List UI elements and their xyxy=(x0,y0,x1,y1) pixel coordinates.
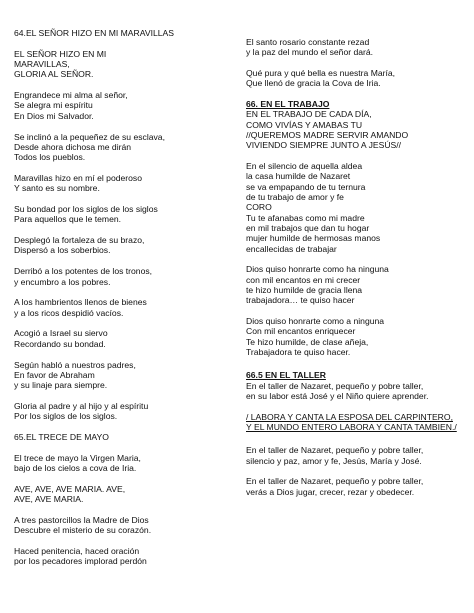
verse-line: El trece de mayo la Virgen Maria, xyxy=(14,452,141,463)
refrain-line: COMO VIVÍAS Y AMABAS TU xyxy=(246,119,363,130)
refrain-line: //QUEREMOS MADRE SERVIR AMANDO xyxy=(246,130,409,141)
refrain-line: Y EL MUNDO ENTERO LABORA Y CANTA TAMBIEN./ xyxy=(246,421,457,432)
verse-line: encallecidas de trabajar xyxy=(246,243,337,254)
verse-line: se va empapando de tu ternura xyxy=(246,181,366,192)
song-65-title-block xyxy=(14,432,232,442)
verse-line: con mil encantos en mi crecer xyxy=(246,274,361,285)
verse-line: bajo de los cielos a cova de Iria. xyxy=(14,463,137,474)
verse-line: y a los ricos despidió vacíos. xyxy=(14,307,124,318)
verse-line: En el taller de Nazaret, pequeño y pobre taller, xyxy=(246,445,424,456)
song-66-5-header xyxy=(246,370,468,401)
song-64-stanza xyxy=(14,297,232,318)
song-66-5-stanza xyxy=(246,476,468,497)
verse-line: Dispersó a los soberbios. xyxy=(14,245,111,256)
refrain-line: AVE, AVE MARIA. xyxy=(14,494,84,505)
song-66-header xyxy=(246,99,468,150)
verse-line: En el taller de Nazaret, pequeño y pobre taller, xyxy=(246,476,424,487)
verse-line: En el silencio de aquella aldea xyxy=(246,161,363,172)
song-66-stanza xyxy=(246,316,468,357)
verse-line: verás a Dios jugar, crecer, rezar y obedecer. xyxy=(246,486,415,497)
verse-line: la casa humilde de Nazaret xyxy=(246,171,351,182)
song-64-stanza xyxy=(14,204,232,225)
verse-line: en mil trabajos que dan tu hogar xyxy=(246,222,370,233)
refrain-line: / LABORA Y CANTA LA ESPOSA DEL CARPINTERO, xyxy=(246,411,453,422)
song-64-stanza xyxy=(14,235,232,256)
song-64-stanza xyxy=(14,401,232,422)
song-66-stanza xyxy=(246,264,468,305)
verse-line: A tres pastorcillos la Madre de Dios xyxy=(14,515,149,525)
refrain-line: AVE, AVE, AVE MARIA. AVE, xyxy=(14,483,126,494)
verse-line: Que llenó de gracia la Cova de Iria. xyxy=(246,78,381,89)
verse-line: Tu te afanabas como mi madre xyxy=(246,212,365,223)
verse-line: Para aquellos que le temen. xyxy=(14,214,122,225)
verse-line: mujer humilde de hermosas manos xyxy=(246,233,381,244)
verse-line: Acogió a Israel su siervo xyxy=(14,328,108,339)
verse-line: Se inclinó a la pequeñez de su esclava, xyxy=(14,131,165,142)
verse-line: Trabajadora te quiso hacer. xyxy=(246,346,351,357)
song-64-stanza xyxy=(14,173,232,194)
verse-line: Se alegra mi espíritu xyxy=(14,100,93,111)
song-65-stanza xyxy=(246,37,468,58)
verse-line: y encumbro a los pobres. xyxy=(14,276,111,287)
song-64-stanza xyxy=(14,90,232,121)
verse-line: y la paz del mundo el señor dará. xyxy=(246,47,374,58)
verse-line: trabajadora… te quiso hacer xyxy=(246,295,355,306)
verse-line: Descubre el misterio de su corazón. xyxy=(14,525,152,536)
verse-line: Maravillas hizo en mí el poderoso xyxy=(14,172,143,183)
verse-line: silencio y paz, amor y fe, Jesús, María y José. xyxy=(246,455,422,466)
verse-line: Gloria al padre y al hijo y al espíritu xyxy=(14,400,149,411)
verse-line: por los pecadores implorad perdón xyxy=(14,556,147,567)
verse-line: Te hizo humilde, de clase añeja, xyxy=(246,336,369,347)
verse-line: en su labor está José y el Niño quiere aprender. xyxy=(246,390,429,401)
song-64-stanza xyxy=(14,132,232,163)
song-64-stanza xyxy=(14,360,232,391)
verse-line: Según habló a nuestros padres, xyxy=(14,359,136,370)
verse-line: te hizo humilde de gracia llena xyxy=(246,284,363,295)
refrain-line: EN EL TRABAJO DE CADA DÍA, xyxy=(246,109,372,120)
verse-line: En favor de Abraham xyxy=(14,369,95,380)
verse-line: En el taller de Nazaret, pequeño y pobre taller, xyxy=(246,380,424,391)
verse-line: Derribó a los potentes de los tronos, xyxy=(14,266,153,277)
verse-line: Su bondad por los siglos de los siglos xyxy=(14,204,158,215)
song-66-title: 66. EN EL TRABAJO xyxy=(246,99,330,110)
song-65-refrain xyxy=(14,484,232,505)
refrain-line: GLORIA AL SEÑOR. xyxy=(14,69,94,80)
refrain-line: EL SEÑOR HIZO EN MI xyxy=(14,48,107,59)
song-64-stanza xyxy=(14,266,232,287)
verse-line: Y santo es su nombre. xyxy=(14,183,100,194)
verse-line: Engrandece mi alma al señor, xyxy=(14,90,128,101)
refrain-line: VIVIENDO SIEMPRE JUNTO A JESÚS// xyxy=(246,140,402,151)
song-65-title: 65.EL TRECE DE MAYO xyxy=(14,432,109,443)
verse-line: y su linaje para siempre. xyxy=(14,380,108,391)
song-64-title: 64.EL SEÑOR HIZO EN MI MARAVILLAS xyxy=(14,28,174,38)
song-66-5-title: 66.5 EN EL TALLER xyxy=(246,370,326,381)
song-65-stanza xyxy=(14,515,232,536)
song-64-refrain xyxy=(14,49,232,80)
verse-line: Desde ahora dichosa me dirán xyxy=(14,141,132,152)
verse-line: Recordando su bondad. xyxy=(14,338,106,349)
verse-line: Por los siglos de los siglos. xyxy=(14,411,118,422)
verse-line: Desplegó la fortaleza de su brazo, xyxy=(14,235,145,246)
song-65-stanza xyxy=(14,453,232,474)
verse-line: de tu trabajo de amor y fe xyxy=(246,192,344,203)
verse-line: Dios quiso honrarte como ha ninguna xyxy=(246,264,389,275)
verse-line: El santo rosario constante rezad xyxy=(246,37,370,47)
verse-line: Qué pura y qué bella es nuestra María, xyxy=(246,68,396,79)
verse-line: Haced penitencia, haced oración xyxy=(14,546,140,557)
chorus-marker: CORO xyxy=(246,202,272,213)
right-column xyxy=(246,37,468,507)
song-66-5-refrain xyxy=(246,412,468,433)
song-64-title-block xyxy=(14,28,232,38)
verse-line: En Dios mi Salvador. xyxy=(14,110,94,121)
verse-line: Con mil encantos enriquecer xyxy=(246,326,356,337)
verse-line: A los hambrientos llenos de bienes xyxy=(14,297,147,308)
song-65-stanza xyxy=(246,68,468,89)
song-66-5-stanza xyxy=(246,445,468,466)
left-column xyxy=(14,28,232,577)
song-64-stanza xyxy=(14,328,232,349)
verse-line: Todos los pueblos. xyxy=(14,152,86,163)
verse-line: Dios quiso honrarte como a ninguna xyxy=(246,316,385,327)
refrain-line: MARAVILLAS, xyxy=(14,59,70,70)
song-66-stanza xyxy=(246,161,468,254)
song-65-stanza xyxy=(14,546,232,567)
